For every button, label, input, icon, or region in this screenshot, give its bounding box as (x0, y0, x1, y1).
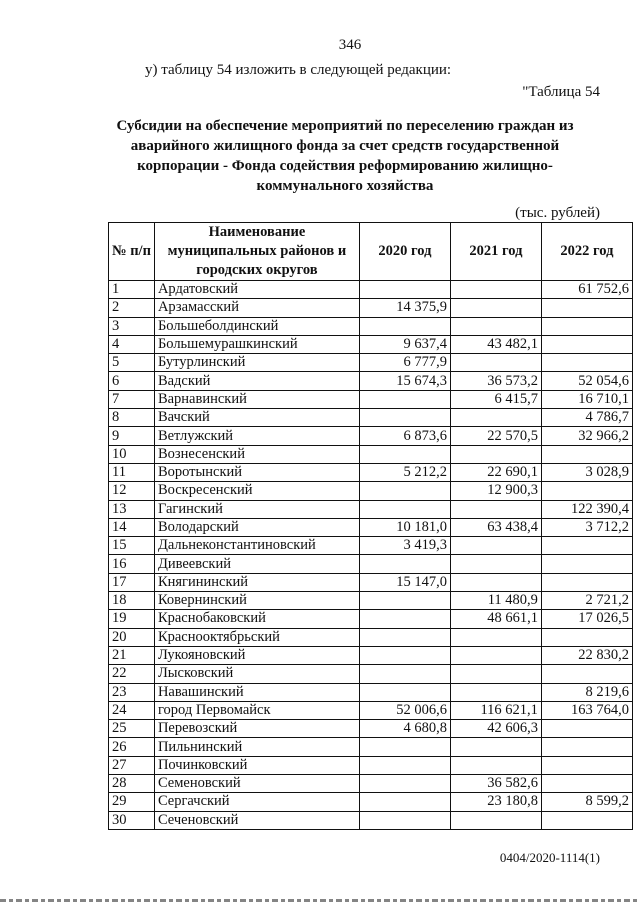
row-value-2021 (450, 555, 541, 573)
row-number: 30 (109, 811, 155, 829)
row-value-2020 (359, 281, 450, 299)
row-value-2020 (359, 628, 450, 646)
row-number: 16 (109, 555, 155, 573)
row-number: 3 (109, 317, 155, 335)
row-value-2021: 6 415,7 (450, 390, 541, 408)
row-value-2022: 8 219,6 (541, 683, 632, 701)
row-municipality: Пильнинский (154, 738, 359, 756)
row-number: 1 (109, 281, 155, 299)
row-value-2021 (450, 573, 541, 591)
row-value-2021: 11 480,9 (450, 592, 541, 610)
row-municipality: Краснобаковский (154, 610, 359, 628)
subsidy-table (108, 222, 633, 830)
row-number: 28 (109, 775, 155, 793)
row-number: 4 (109, 335, 155, 353)
table-row (109, 372, 633, 390)
row-value-2022: 32 966,2 (541, 427, 632, 445)
row-value-2022 (541, 756, 632, 774)
intro-text: у) таблицу 54 изложить в следующей редакции: (145, 62, 452, 78)
row-number: 18 (109, 592, 155, 610)
row-number: 17 (109, 573, 155, 591)
row-municipality: Володарский (154, 518, 359, 536)
row-value-2021 (450, 281, 541, 299)
table-reference: "Таблица 54 (522, 84, 600, 100)
row-municipality: Краснооктябрьский (154, 628, 359, 646)
row-value-2020 (359, 756, 450, 774)
row-municipality: Вознесенский (154, 445, 359, 463)
row-value-2021 (450, 665, 541, 683)
row-value-2022 (541, 811, 632, 829)
row-municipality: Перевозский (154, 720, 359, 738)
row-value-2022: 2 721,2 (541, 592, 632, 610)
table-row (109, 409, 633, 427)
row-value-2022 (541, 775, 632, 793)
row-municipality: Большемурашкинский (154, 335, 359, 353)
row-value-2021 (450, 317, 541, 335)
row-municipality: Сергачский (154, 793, 359, 811)
row-value-2021 (450, 646, 541, 664)
row-value-2021: 12 900,3 (450, 482, 541, 500)
row-number: 24 (109, 701, 155, 719)
row-value-2022: 52 054,6 (541, 372, 632, 390)
row-value-2021 (450, 537, 541, 555)
table-row (109, 720, 633, 738)
row-municipality: Варнавинский (154, 390, 359, 408)
row-number: 25 (109, 720, 155, 738)
row-value-2021: 36 573,2 (450, 372, 541, 390)
table-row (109, 701, 633, 719)
row-value-2021: 63 438,4 (450, 518, 541, 536)
row-municipality: Лукояновский (154, 646, 359, 664)
row-value-2022: 122 390,4 (541, 500, 632, 518)
row-value-2021 (450, 299, 541, 317)
header-2021: 2021 год (450, 223, 541, 281)
table-row (109, 518, 633, 536)
row-value-2020 (359, 390, 450, 408)
table-row (109, 628, 633, 646)
row-value-2022: 3 712,2 (541, 518, 632, 536)
row-value-2020 (359, 317, 450, 335)
table-row (109, 793, 633, 811)
row-value-2022 (541, 335, 632, 353)
table-row (109, 811, 633, 829)
row-value-2022: 4 786,7 (541, 409, 632, 427)
table-row (109, 299, 633, 317)
row-municipality: Навашинский (154, 683, 359, 701)
table-row (109, 445, 633, 463)
row-value-2021 (450, 445, 541, 463)
table-row (109, 482, 633, 500)
row-number: 7 (109, 390, 155, 408)
row-value-2022: 163 764,0 (541, 701, 632, 719)
row-number: 20 (109, 628, 155, 646)
row-municipality: Арзамасский (154, 299, 359, 317)
row-municipality: Воскресенский (154, 482, 359, 500)
row-value-2020: 9 637,4 (359, 335, 450, 353)
row-value-2022: 8 599,2 (541, 793, 632, 811)
row-value-2020 (359, 738, 450, 756)
row-number: 12 (109, 482, 155, 500)
row-value-2022 (541, 299, 632, 317)
row-municipality: Большеболдинский (154, 317, 359, 335)
row-value-2021: 43 482,1 (450, 335, 541, 353)
row-number: 23 (109, 683, 155, 701)
table-row (109, 555, 633, 573)
header-name: Наименование муниципальных районов и городских округов (154, 223, 359, 281)
row-municipality: Семеновский (154, 775, 359, 793)
row-value-2022 (541, 555, 632, 573)
row-number: 27 (109, 756, 155, 774)
row-value-2021 (450, 500, 541, 518)
row-value-2021: 116 621,1 (450, 701, 541, 719)
row-value-2022 (541, 628, 632, 646)
row-value-2021 (450, 683, 541, 701)
row-value-2020 (359, 482, 450, 500)
row-value-2020 (359, 555, 450, 573)
row-value-2020: 14 375,9 (359, 299, 450, 317)
page-number: 346 (338, 37, 362, 53)
row-value-2020: 6 777,9 (359, 354, 450, 372)
row-value-2020 (359, 409, 450, 427)
table-row (109, 500, 633, 518)
row-value-2021 (450, 354, 541, 372)
row-number: 22 (109, 665, 155, 683)
row-number: 8 (109, 409, 155, 427)
row-municipality: Ветлужский (154, 427, 359, 445)
row-value-2021: 48 661,1 (450, 610, 541, 628)
row-value-2020 (359, 592, 450, 610)
row-value-2020 (359, 683, 450, 701)
row-value-2021 (450, 409, 541, 427)
row-municipality: Дальнеконстантиновский (154, 537, 359, 555)
row-number: 9 (109, 427, 155, 445)
table-header-row (109, 223, 633, 281)
row-value-2020: 5 212,2 (359, 463, 450, 481)
row-municipality: Ардатовский (154, 281, 359, 299)
row-municipality: Сеченовский (154, 811, 359, 829)
row-value-2022: 16 710,1 (541, 390, 632, 408)
row-value-2022 (541, 665, 632, 683)
table-row (109, 354, 633, 372)
row-number: 19 (109, 610, 155, 628)
row-number: 11 (109, 463, 155, 481)
header-num: № п/п (109, 223, 155, 281)
row-value-2022 (541, 445, 632, 463)
row-value-2020 (359, 811, 450, 829)
row-value-2021 (450, 628, 541, 646)
row-number: 26 (109, 738, 155, 756)
table-row (109, 646, 633, 664)
table-row (109, 610, 633, 628)
table-row (109, 573, 633, 591)
row-value-2020: 10 181,0 (359, 518, 450, 536)
row-value-2020 (359, 445, 450, 463)
table-row (109, 463, 633, 481)
row-municipality: Лысковский (154, 665, 359, 683)
row-value-2022: 3 028,9 (541, 463, 632, 481)
row-value-2020 (359, 610, 450, 628)
row-number: 15 (109, 537, 155, 555)
row-value-2021: 23 180,8 (450, 793, 541, 811)
row-value-2022 (541, 738, 632, 756)
row-number: 10 (109, 445, 155, 463)
table-row (109, 537, 633, 555)
row-municipality: Вадский (154, 372, 359, 390)
row-number: 6 (109, 372, 155, 390)
table-row (109, 427, 633, 445)
units-label: (тыс. рублей) (515, 205, 600, 221)
row-value-2022: 22 830,2 (541, 646, 632, 664)
row-value-2021 (450, 738, 541, 756)
table-row (109, 665, 633, 683)
row-value-2020 (359, 665, 450, 683)
row-value-2022 (541, 317, 632, 335)
row-municipality: Княгининский (154, 573, 359, 591)
table-title: Субсидии на обеспечение мероприятий по переселению граждан из аварийного жилищного фонда за счет средств государственной корпорации - Фонда содействия реформированию жилищно-коммунального хозяйства (116, 118, 574, 194)
row-value-2021 (450, 756, 541, 774)
row-value-2020: 15 674,3 (359, 372, 450, 390)
row-number: 21 (109, 646, 155, 664)
row-value-2021: 36 582,6 (450, 775, 541, 793)
row-value-2021: 22 690,1 (450, 463, 541, 481)
row-value-2022 (541, 482, 632, 500)
row-value-2020: 4 680,8 (359, 720, 450, 738)
row-value-2021: 22 570,5 (450, 427, 541, 445)
row-value-2021 (450, 811, 541, 829)
row-value-2022 (541, 573, 632, 591)
row-number: 14 (109, 518, 155, 536)
row-number: 13 (109, 500, 155, 518)
row-value-2022 (541, 720, 632, 738)
table-row (109, 756, 633, 774)
row-value-2022 (541, 537, 632, 555)
row-value-2022: 61 752,6 (541, 281, 632, 299)
table-row (109, 683, 633, 701)
row-value-2020 (359, 793, 450, 811)
row-number: 5 (109, 354, 155, 372)
scan-edge-strip (0, 899, 640, 902)
row-value-2021: 42 606,3 (450, 720, 541, 738)
row-value-2022: 17 026,5 (541, 610, 632, 628)
row-value-2020: 3 419,3 (359, 537, 450, 555)
table-row (109, 281, 633, 299)
row-value-2020: 52 006,6 (359, 701, 450, 719)
document-code: 0404/2020-1114(1) (499, 850, 600, 865)
row-value-2020: 15 147,0 (359, 573, 450, 591)
row-municipality: Починковский (154, 756, 359, 774)
row-value-2020 (359, 500, 450, 518)
row-number: 2 (109, 299, 155, 317)
row-municipality: Ковернинский (154, 592, 359, 610)
row-municipality: Гагинский (154, 500, 359, 518)
table-row (109, 390, 633, 408)
table-row (109, 775, 633, 793)
row-value-2020: 6 873,6 (359, 427, 450, 445)
row-municipality: Воротынский (154, 463, 359, 481)
table-row (109, 317, 633, 335)
table-row (109, 335, 633, 353)
row-municipality: город Первомайск (154, 701, 359, 719)
row-value-2022 (541, 354, 632, 372)
header-2020: 2020 год (359, 223, 450, 281)
row-municipality: Бутурлинский (154, 354, 359, 372)
row-municipality: Вачский (154, 409, 359, 427)
row-number: 29 (109, 793, 155, 811)
row-municipality: Дивеевский (154, 555, 359, 573)
header-2022: 2022 год (541, 223, 632, 281)
table-row (109, 738, 633, 756)
row-value-2020 (359, 646, 450, 664)
row-value-2020 (359, 775, 450, 793)
table-row (109, 592, 633, 610)
